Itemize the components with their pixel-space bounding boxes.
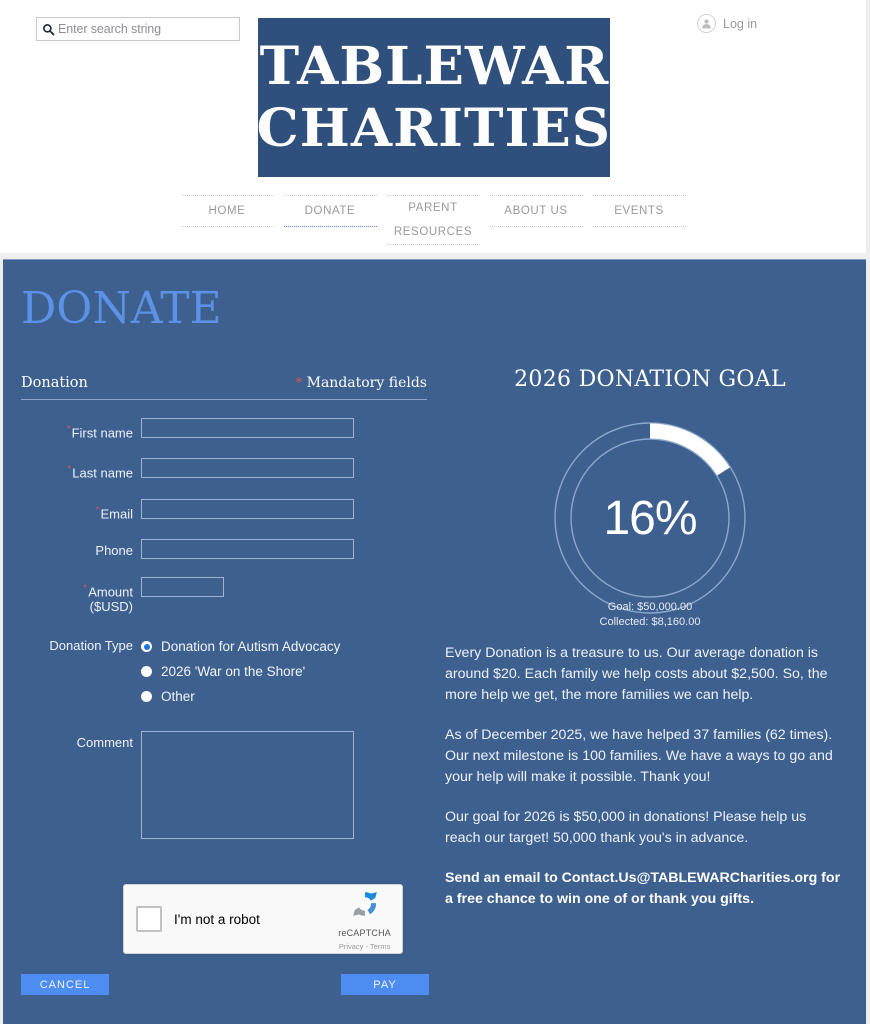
goal-title: 2026 DONATION GOAL [514,367,786,392]
field-label-first-name: *First name [66,424,133,441]
pay-button[interactable]: PAY [341,974,429,995]
radio-label-other: Other [161,689,195,705]
recaptcha-brand [338,887,391,951]
nav-item-donate[interactable] [280,195,381,245]
login-label: Log in [723,16,758,31]
first-name-input[interactable] [141,418,354,438]
form-section-title: Donation [21,375,88,391]
user-avatar-icon [697,14,716,33]
required-asterisk-icon: * [66,424,71,435]
paragraph-contact-bold: Send an email to Contact.Us@TABLEWARCharities.org for a free chance to win one of or thank you gifts. [445,870,841,907]
cancel-button[interactable]: CANCEL [21,974,109,995]
goal-description [445,643,845,910]
radio-label-autism-advocacy: Donation for Autism Advocacy [161,639,341,655]
paragraph-1: Every Donation is a treasure to us. Our average donation is around $20. Each family we help costs about $2,500. So, the more help we get, the more families we can help. [445,645,828,703]
email-input[interactable] [141,499,354,519]
goal-amount: Goal: $50,000.00 [607,601,693,613]
radio-unselected-icon[interactable] [141,666,152,677]
nav-label-events: EVENTS [614,205,664,217]
radio-label-war-on-the-shore: 2026 'War on the Shore' [161,664,306,680]
nav-rule-bottom [593,226,686,227]
search-icon [42,23,55,36]
goal-figures [440,600,860,630]
field-label-phone: Phone [95,542,133,558]
field-first-name [21,418,427,440]
field-amount [21,577,427,614]
required-asterisk-icon: * [83,582,88,594]
nav-label-home: HOME [208,205,246,217]
comment-textarea[interactable] [141,731,354,839]
comment-label: Comment [76,735,133,751]
nav-item-parent-resources[interactable] [383,195,484,245]
form-header [21,375,427,391]
mandatory-note [296,375,427,391]
recaptcha-icon [348,887,382,921]
nav-label-line2: RESOURCES [393,226,473,238]
radio-option-war-on-the-shore[interactable] [141,659,340,684]
field-phone [21,539,427,559]
logo-line-2: CHARITIES [256,97,612,159]
donation-type-group [21,634,427,709]
recaptcha-widget[interactable] [123,884,403,954]
nav-rule-bottom-active [284,226,377,227]
required-asterisk-icon: * [67,464,72,476]
donation-progress-ring [550,418,750,618]
radio-option-other[interactable] [141,684,340,709]
field-label-last-name: *Last name [67,464,133,481]
field-comment [21,731,427,839]
nav-item-about-us[interactable] [486,195,587,245]
form-divider [21,399,427,400]
field-email [21,499,427,521]
page-title: DONATE [21,283,222,334]
radio-option-autism-advocacy[interactable] [141,634,340,659]
radio-unselected-icon[interactable] [141,691,152,702]
donate-panel [3,259,866,1024]
mandatory-note-label: Mandatory fields [306,375,427,391]
asterisk-icon: * [295,376,303,391]
nav-label-line1: PARENT [408,202,458,214]
recaptcha-brand-label: reCAPTCHA [338,928,391,938]
nav-item-events[interactable] [589,195,690,245]
login-button[interactable] [697,14,757,33]
radio-selected-icon[interactable] [141,641,152,652]
nav-rule-bottom [490,226,583,227]
nav-label-parent-resources [383,196,484,244]
field-last-name [21,458,427,480]
donation-type-options [141,634,340,709]
nav-item-home[interactable] [177,195,278,245]
nav-rule-bottom [181,226,274,227]
recaptcha-legal: Privacy - Terms [338,942,391,951]
recaptcha-label: I'm not a robot [174,911,260,927]
paragraph-2: As of December 2025, we have helped 37 families (62 times). Our next milestone is 100 families. We have a ways to go and your help will make it possible. Thank you! [445,727,833,785]
logo-line-1: TABLEWAR [259,35,609,97]
collected-amount: Collected: $8,160.00 [599,616,701,628]
last-name-input[interactable] [141,458,354,478]
site-header [0,0,866,253]
donation-type-label: Donation Type [49,638,133,654]
search-placeholder: Enter search string [58,22,162,36]
required-asterisk-icon: * [95,504,100,516]
progress-percent-label: 16% [603,491,697,545]
recaptcha-checkbox[interactable] [136,906,162,932]
paragraph-3: Our goal for 2026 is $50,000 in donations! Please help us reach our target! 50,000 thank you's in advance. [445,809,807,846]
nav-rule-bottom [387,244,480,245]
nav-label-donate: DONATE [304,205,356,217]
nav-label-about-us: ABOUT US [504,205,568,217]
main-navigation [0,195,866,245]
phone-input[interactable] [141,539,354,559]
donation-form [21,375,427,839]
site-logo[interactable] [258,18,610,177]
search-input[interactable] [36,17,240,41]
field-label-amount: *Amount ($USD) [83,582,133,615]
amount-input[interactable] [141,577,224,597]
field-label-email: *Email [95,504,133,521]
